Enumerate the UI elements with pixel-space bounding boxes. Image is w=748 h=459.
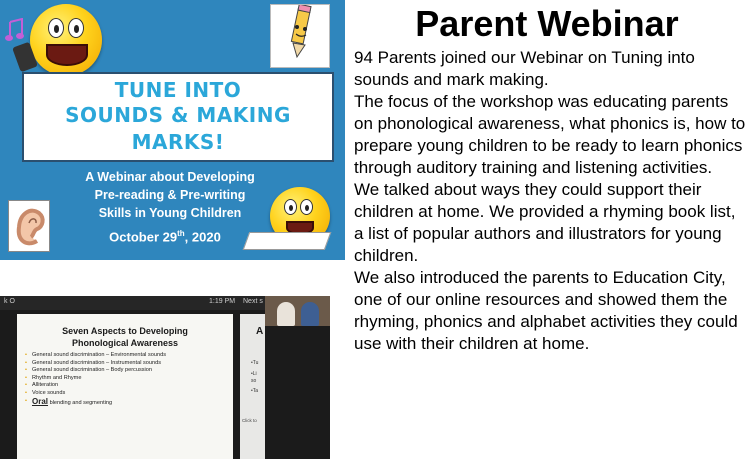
- poster-title-line: SOUNDS & MAKING: [65, 103, 291, 127]
- slide-bullet: • Rhythm and Rhyme: [25, 375, 225, 383]
- poster-date-prefix: October 29: [109, 229, 178, 245]
- poster-title-box: [22, 72, 334, 162]
- presenter-clock: 1:19 PM: [209, 298, 236, 305]
- slide-bullet: [25, 398, 225, 408]
- slide-bullet: • Voice sounds: [25, 390, 225, 398]
- poster-date-suffix: th: [177, 229, 185, 238]
- article-body: [354, 47, 748, 355]
- poster-date: [80, 229, 250, 244]
- oral-rest: blending and segmenting: [48, 399, 113, 406]
- poster-subtitle-line: Skills in Young Children: [98, 206, 242, 220]
- oral-word: Oral: [32, 396, 49, 406]
- webinar-screenshot-image: [0, 296, 330, 459]
- current-slide: [17, 314, 233, 459]
- next-slide-title: A: [256, 326, 264, 337]
- slide-title-line: Seven Aspects to Developing: [62, 326, 188, 336]
- presenter-person: [277, 302, 295, 326]
- poster-title-line: TUNE INTO: [114, 78, 242, 102]
- page-title: Parent Webinar: [415, 3, 679, 44]
- next-slide-fragment: •Ta: [251, 388, 259, 394]
- webinar-poster-image: [0, 0, 345, 260]
- slide-bullet: • Alliteration: [25, 382, 225, 390]
- music-notes-icon: [4, 18, 26, 44]
- slide-title-line: Phonological Awareness: [71, 338, 179, 348]
- slide-bullet: • General sound discrimination – Environmental sounds: [25, 352, 225, 360]
- poster-date-year: , 2020: [184, 229, 221, 245]
- next-slide-preview[interactable]: [240, 314, 265, 459]
- poster-subtitle-line: Pre-reading & Pre-writing: [94, 188, 246, 202]
- topbar-label: k O: [4, 298, 15, 305]
- next-slide-click-hint: Click to: [242, 418, 257, 423]
- poster-subtitle-line: A Webinar about Developing: [85, 170, 255, 184]
- smiley-phone-icon: [30, 4, 102, 76]
- poster-title-line: MARKS!: [131, 130, 225, 154]
- slide-bullet-list: [25, 352, 225, 407]
- next-slide-fragment: •Tu: [251, 360, 259, 366]
- ear-icon: [8, 200, 50, 252]
- pencil-character-icon: [270, 4, 330, 68]
- presenter-person: [301, 302, 319, 326]
- paper-icon: [243, 232, 332, 250]
- slide-bullet: • General sound discrimination – Instrumental sounds: [25, 360, 225, 368]
- next-slide-label: Next s: [243, 298, 263, 305]
- article-paragraph: 94 Parents joined our Webinar on Tuning into sounds and mark making.: [354, 48, 695, 89]
- next-slide-fragment: so: [251, 378, 257, 384]
- presenter-video-thumbnail[interactable]: [265, 296, 330, 326]
- slide-bullet: • General sound discrimination – Body percussion: [25, 367, 225, 375]
- article-paragraph: We also introduced the parents to Education City, one of our online resources and showed them the rhyming, phonics and alphabet activities they could use with their children at home.: [354, 268, 738, 353]
- article-paragraph: We talked about ways they could support their children at home. We provided a rhyming book list, a list of popular authors and illustrators for young children.: [354, 180, 736, 265]
- article-paragraph: The focus of the workshop was educating parents on phonological awareness, what phonics is, how to prepare young children to be ready to learn phonics through auditory training and listening activities.: [354, 92, 746, 177]
- next-slide-fragment: •Li: [251, 371, 257, 377]
